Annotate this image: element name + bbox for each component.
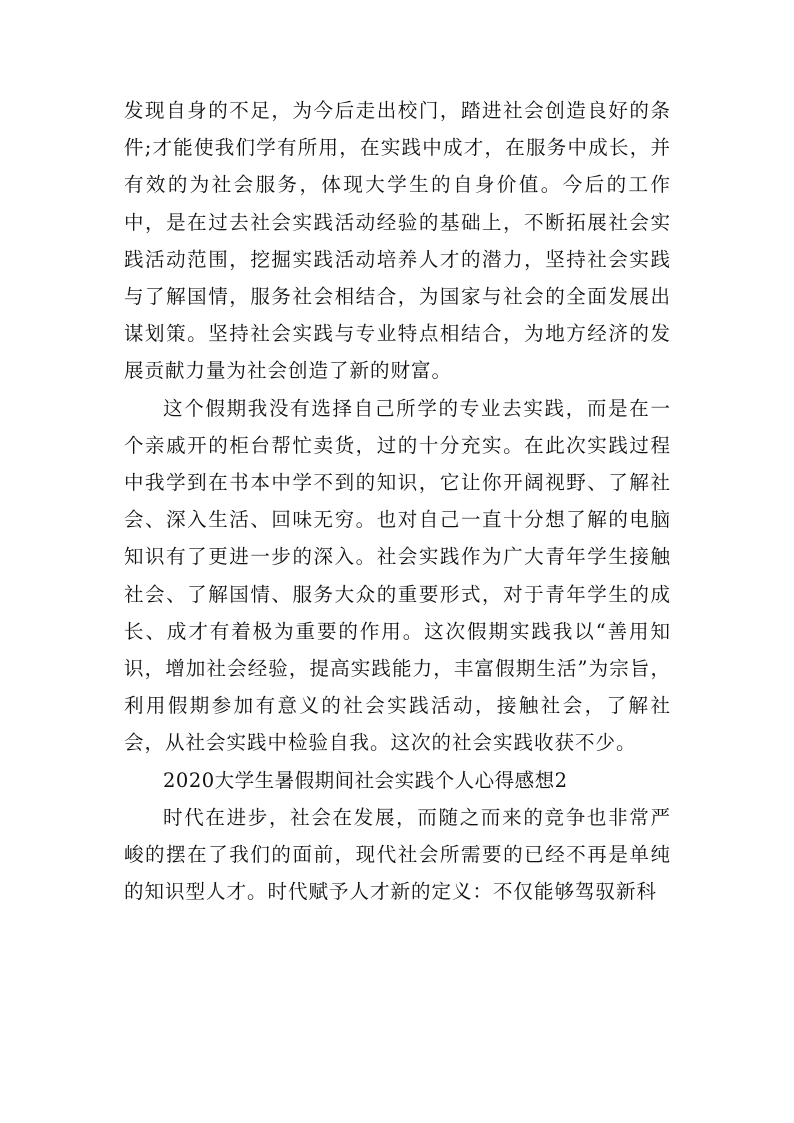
paragraph-times-progress: 时代在进步，社会在发展，而随之而来的竞争也非常严峻的摆在了我们的面前，现代社会所需要的已经不再是单纯的知识型人才。时代赋予人才新的定义：不仅能够驾驭新科 bbox=[124, 805, 671, 904]
paragraph-continued: 发现自身的不足，为今后走出校门，踏进社会创造良好的条件;才能使我们学有所用，在实践中成才，在服务中成长，并有效的为社会服务，体现大学生的自身价值。今后的工作中，是在过去社会实践活动经验的基础上，不断拓展社会实践活动范围，挖掘实践活动培养人才的潜力，坚持社会实践与了解国情，服务社会相结合，为国家与社会的全面发展出谋划策。坚持社会实践与专业特点相结合，为地方经济的发展贡献力量为社会创造了新的财富。 bbox=[124, 99, 671, 383]
paragraph-vacation-practice: 这个假期我没有选择自己所学的专业去实践，而是在一个亲戚开的柜台帮忙卖货，过的十分充实。在此次实践过程中我学到在书本中学不到的知识，它让你开阔视野、了解社会、深入生活、回味无穷。也对自己一直十分想了解的电脑知识有了更进一步的深入。社会实践作为广大青年学生接触社会、了解国情、服务大众的重要形式，对于青年学生的成长、成才有着极为重要的作用。这次假期实践我以“善用知识，增加社会经验，提高实践能力，丰富假期生活”为宗旨，利用假期参加有意义的社会实践活动，接触社会，了解社会，从社会实践中检验自我。这次的社会实践收获不少。 bbox=[124, 396, 671, 755]
section-heading: 2020大学生暑假期间社会实践个人心得感想2 bbox=[163, 768, 568, 792]
document-body bbox=[124, 92, 671, 910]
